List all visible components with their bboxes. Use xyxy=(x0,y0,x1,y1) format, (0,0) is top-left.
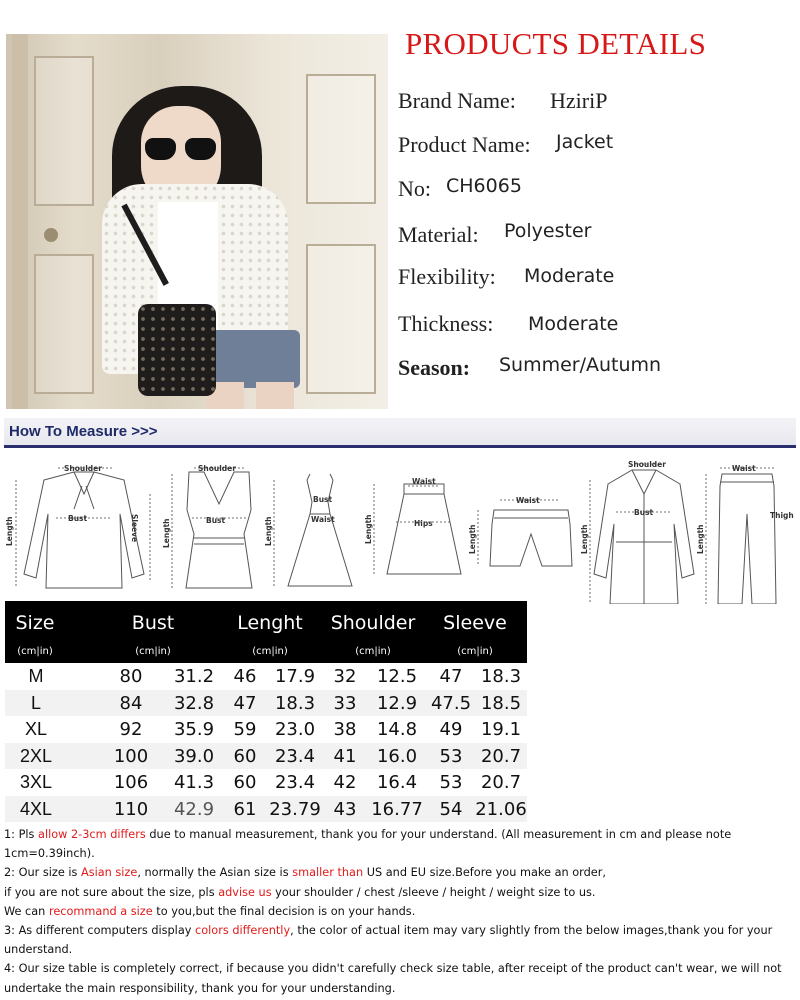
detail-label: Product Name: xyxy=(398,132,531,157)
door-panel xyxy=(306,74,376,204)
label-waist: Waist xyxy=(732,464,756,473)
header-unit: (cm|in) xyxy=(252,646,288,657)
label-bust: Bust xyxy=(313,495,333,504)
sunglasses xyxy=(145,138,217,160)
cell-value: 100 xyxy=(113,745,149,767)
header-shoulder: Shoulder xyxy=(330,612,416,634)
label-length: Length xyxy=(162,518,171,548)
note-highlight: allow 2-3cm differs xyxy=(38,828,146,841)
cell-value: 53 xyxy=(439,772,463,793)
note-text: undertake the main responsibility, thank you for your understanding. xyxy=(4,981,396,995)
cell-value: 32 xyxy=(333,666,357,687)
detail-label: Flexibility: xyxy=(398,264,496,289)
label-waist: Waist xyxy=(516,496,540,505)
detail-product-name xyxy=(398,131,614,158)
cell-value: 47 xyxy=(233,692,257,714)
cell-value: 38 xyxy=(333,719,357,740)
cell-value: 16.0 xyxy=(376,745,418,767)
header-unit: (cm|in) xyxy=(17,646,53,657)
detail-material xyxy=(398,220,592,248)
note-text: 4: Our size table is completely correct, if because you didn't carefully check size table, after receipt of the product can't wear, we will not xyxy=(4,962,782,976)
cell-value: 39.0 xyxy=(173,745,215,767)
detail-value: Moderate xyxy=(524,265,615,287)
note-text: to you,but the final decision is on your hands. xyxy=(152,904,416,918)
header-unit: (cm|in) xyxy=(355,646,391,657)
model-leg xyxy=(256,382,294,409)
note-text: understand. xyxy=(4,943,73,957)
cell-value: 12.5 xyxy=(376,666,418,687)
note-highlight: recommand a size xyxy=(48,904,153,918)
note-2-cont xyxy=(4,883,798,902)
table-header xyxy=(5,601,527,663)
cell-value: 20.7 xyxy=(480,745,522,767)
cell-value: 92 xyxy=(119,719,143,740)
header-size: Size xyxy=(15,612,55,634)
size-table xyxy=(5,601,527,822)
note-text: 1cm=0.39inch). xyxy=(4,847,95,861)
cell-value: 84 xyxy=(119,692,143,714)
label-shoulder: Shoulder xyxy=(64,464,102,473)
note-text: US and EU size.Before you make an order, xyxy=(363,866,606,880)
table-row xyxy=(5,716,527,743)
cell-value: 80 xyxy=(119,666,143,687)
cell-value: 53 xyxy=(439,745,463,767)
cell-value: 49 xyxy=(439,719,463,740)
size-notes xyxy=(4,825,798,998)
detail-label: No: xyxy=(398,176,431,201)
cell-value: 41 xyxy=(333,745,357,767)
cell-value: 23.4 xyxy=(274,772,316,793)
detail-number xyxy=(398,175,522,202)
detail-value: Moderate xyxy=(528,313,619,335)
label-length: Length xyxy=(264,516,273,546)
cell-value: 20.7 xyxy=(480,772,522,793)
cell-size: 2XL xyxy=(19,745,53,766)
cell-value: 18.3 xyxy=(480,666,522,687)
cell-value: 46 xyxy=(233,666,257,687)
table-row xyxy=(5,743,527,770)
door-panel xyxy=(34,56,94,206)
cell-value: 47 xyxy=(439,666,463,687)
how-to-measure-header xyxy=(4,418,796,448)
detail-value: CH6065 xyxy=(446,175,522,197)
cell-value: 23.4 xyxy=(274,745,316,767)
table-row xyxy=(5,663,527,690)
note-2-cont xyxy=(4,902,798,921)
label-hips: Hips xyxy=(414,519,433,528)
how-to-measure-title: How To Measure >>> xyxy=(9,423,158,440)
cell-size: 4XL xyxy=(19,798,53,819)
note-1 xyxy=(4,825,798,844)
table-row xyxy=(5,769,527,796)
cell-value: 43 xyxy=(333,798,357,820)
door-frame xyxy=(12,34,28,409)
cell-size: 3XL xyxy=(19,772,53,792)
bag-studs xyxy=(138,304,216,396)
cell-value: 33 xyxy=(333,692,357,714)
note-1-cont xyxy=(4,844,798,863)
note-text: , normally the Asian size is xyxy=(137,866,293,880)
label-thigh: Thigh xyxy=(770,511,794,520)
table-body xyxy=(5,663,527,822)
detail-season xyxy=(398,354,662,381)
cell-value: 54 xyxy=(439,798,463,820)
label-length: Length xyxy=(364,514,373,544)
cell-value: 47.5 xyxy=(430,692,472,714)
label-bust: Bust xyxy=(68,514,88,523)
table-row xyxy=(5,796,527,823)
header-unit: (cm|in) xyxy=(457,646,493,657)
cell-value: 23.0 xyxy=(274,719,316,740)
cell-value: 18.3 xyxy=(274,692,316,714)
detail-value: Polyester xyxy=(504,220,592,242)
note-text: We can xyxy=(4,904,49,918)
detail-thickness xyxy=(398,311,619,337)
cell-value: 35.9 xyxy=(173,719,215,740)
product-photo xyxy=(6,34,388,409)
cell-value: 17.9 xyxy=(274,666,316,687)
cell-value: 106 xyxy=(113,772,149,793)
cell-value: 32.8 xyxy=(173,692,215,714)
note-text: 3: As different computers display xyxy=(4,924,196,938)
label-waist: Waist xyxy=(412,477,436,486)
cell-value: 18.5 xyxy=(480,692,522,714)
note-highlight: advise us xyxy=(218,885,272,899)
note-highlight: smaller than xyxy=(292,866,364,880)
detail-flexibility xyxy=(398,264,615,290)
cell-value: 60 xyxy=(233,745,257,767)
cell-value: 42.9 xyxy=(173,798,215,820)
header-divider xyxy=(4,445,796,448)
detail-value: HziriP xyxy=(550,88,608,113)
cell-value: 23.79 xyxy=(269,798,321,820)
cell-value: 16.77 xyxy=(371,798,423,820)
door-panel xyxy=(34,254,94,394)
cell-value: 14.8 xyxy=(376,719,418,740)
note-3-cont xyxy=(4,940,798,959)
note-4 xyxy=(4,959,798,978)
label-length: Length xyxy=(696,524,705,554)
detail-label: Thickness: xyxy=(398,311,494,336)
cell-value: 12.9 xyxy=(376,692,418,714)
label-length: Length xyxy=(580,524,589,554)
label-waist: Waist xyxy=(311,515,335,524)
note-2 xyxy=(4,863,798,882)
detail-value: Summer/Autumn xyxy=(499,354,662,376)
note-highlight: Asian size xyxy=(80,866,138,880)
note-text: 1: Pls xyxy=(4,828,39,841)
label-length: Length xyxy=(5,516,14,546)
cell-value: 19.1 xyxy=(480,719,522,740)
detail-label: Material: xyxy=(398,222,479,247)
cell-value: 60 xyxy=(233,772,257,793)
detail-value: Jacket xyxy=(556,131,614,153)
label-bust: Bust xyxy=(634,508,654,517)
garment-sketches xyxy=(4,454,796,604)
cell-size: M xyxy=(28,666,44,686)
label-shoulder: Shoulder xyxy=(198,464,236,473)
header-length: Lenght xyxy=(237,612,303,634)
header-sleeve: Sleeve xyxy=(443,612,507,634)
measurement-diagrams xyxy=(4,454,796,604)
note-text: , the color of actual item may vary slightly from the below images,thank you for your xyxy=(290,924,773,938)
details-title: PRODUCTS DETAILS xyxy=(405,26,707,61)
note-text: your shoulder / chest /sleeve / height / weight size to us. xyxy=(271,885,596,899)
header-bust: Bust xyxy=(131,612,175,634)
cell-value: 42 xyxy=(333,772,357,793)
header-unit: (cm|in) xyxy=(135,646,171,657)
detail-label: Season: xyxy=(398,355,471,380)
door-knob xyxy=(44,228,58,242)
label-shoulder: Shoulder xyxy=(628,460,666,469)
detail-brand xyxy=(398,88,608,114)
note-highlight: colors differently xyxy=(195,924,291,938)
cell-size: L xyxy=(30,692,41,713)
label-bust: Bust xyxy=(206,516,226,525)
cell-value: 41.3 xyxy=(173,772,215,793)
cell-value: 21.06 xyxy=(475,798,527,820)
note-text: 2: Our size is xyxy=(4,866,81,880)
cell-value: 31.2 xyxy=(173,666,215,687)
table-row xyxy=(5,690,527,717)
cell-value: 16.4 xyxy=(376,772,418,793)
note-3 xyxy=(4,921,798,940)
cell-value: 61 xyxy=(233,798,257,820)
cell-size: XL xyxy=(24,719,48,739)
note-text: due to manual measurement, thank you for your understand. (All measurement in cm and please note xyxy=(145,828,732,841)
label-sleeve: Sleeve xyxy=(130,514,139,543)
note-4-cont xyxy=(4,979,798,998)
detail-label: Brand Name: xyxy=(398,88,516,113)
cell-value: 59 xyxy=(233,719,257,740)
label-length: Length xyxy=(468,524,477,554)
door-panel xyxy=(306,244,376,394)
cell-value: 110 xyxy=(113,798,149,820)
note-text: if you are not sure about the size, pls xyxy=(4,885,219,899)
